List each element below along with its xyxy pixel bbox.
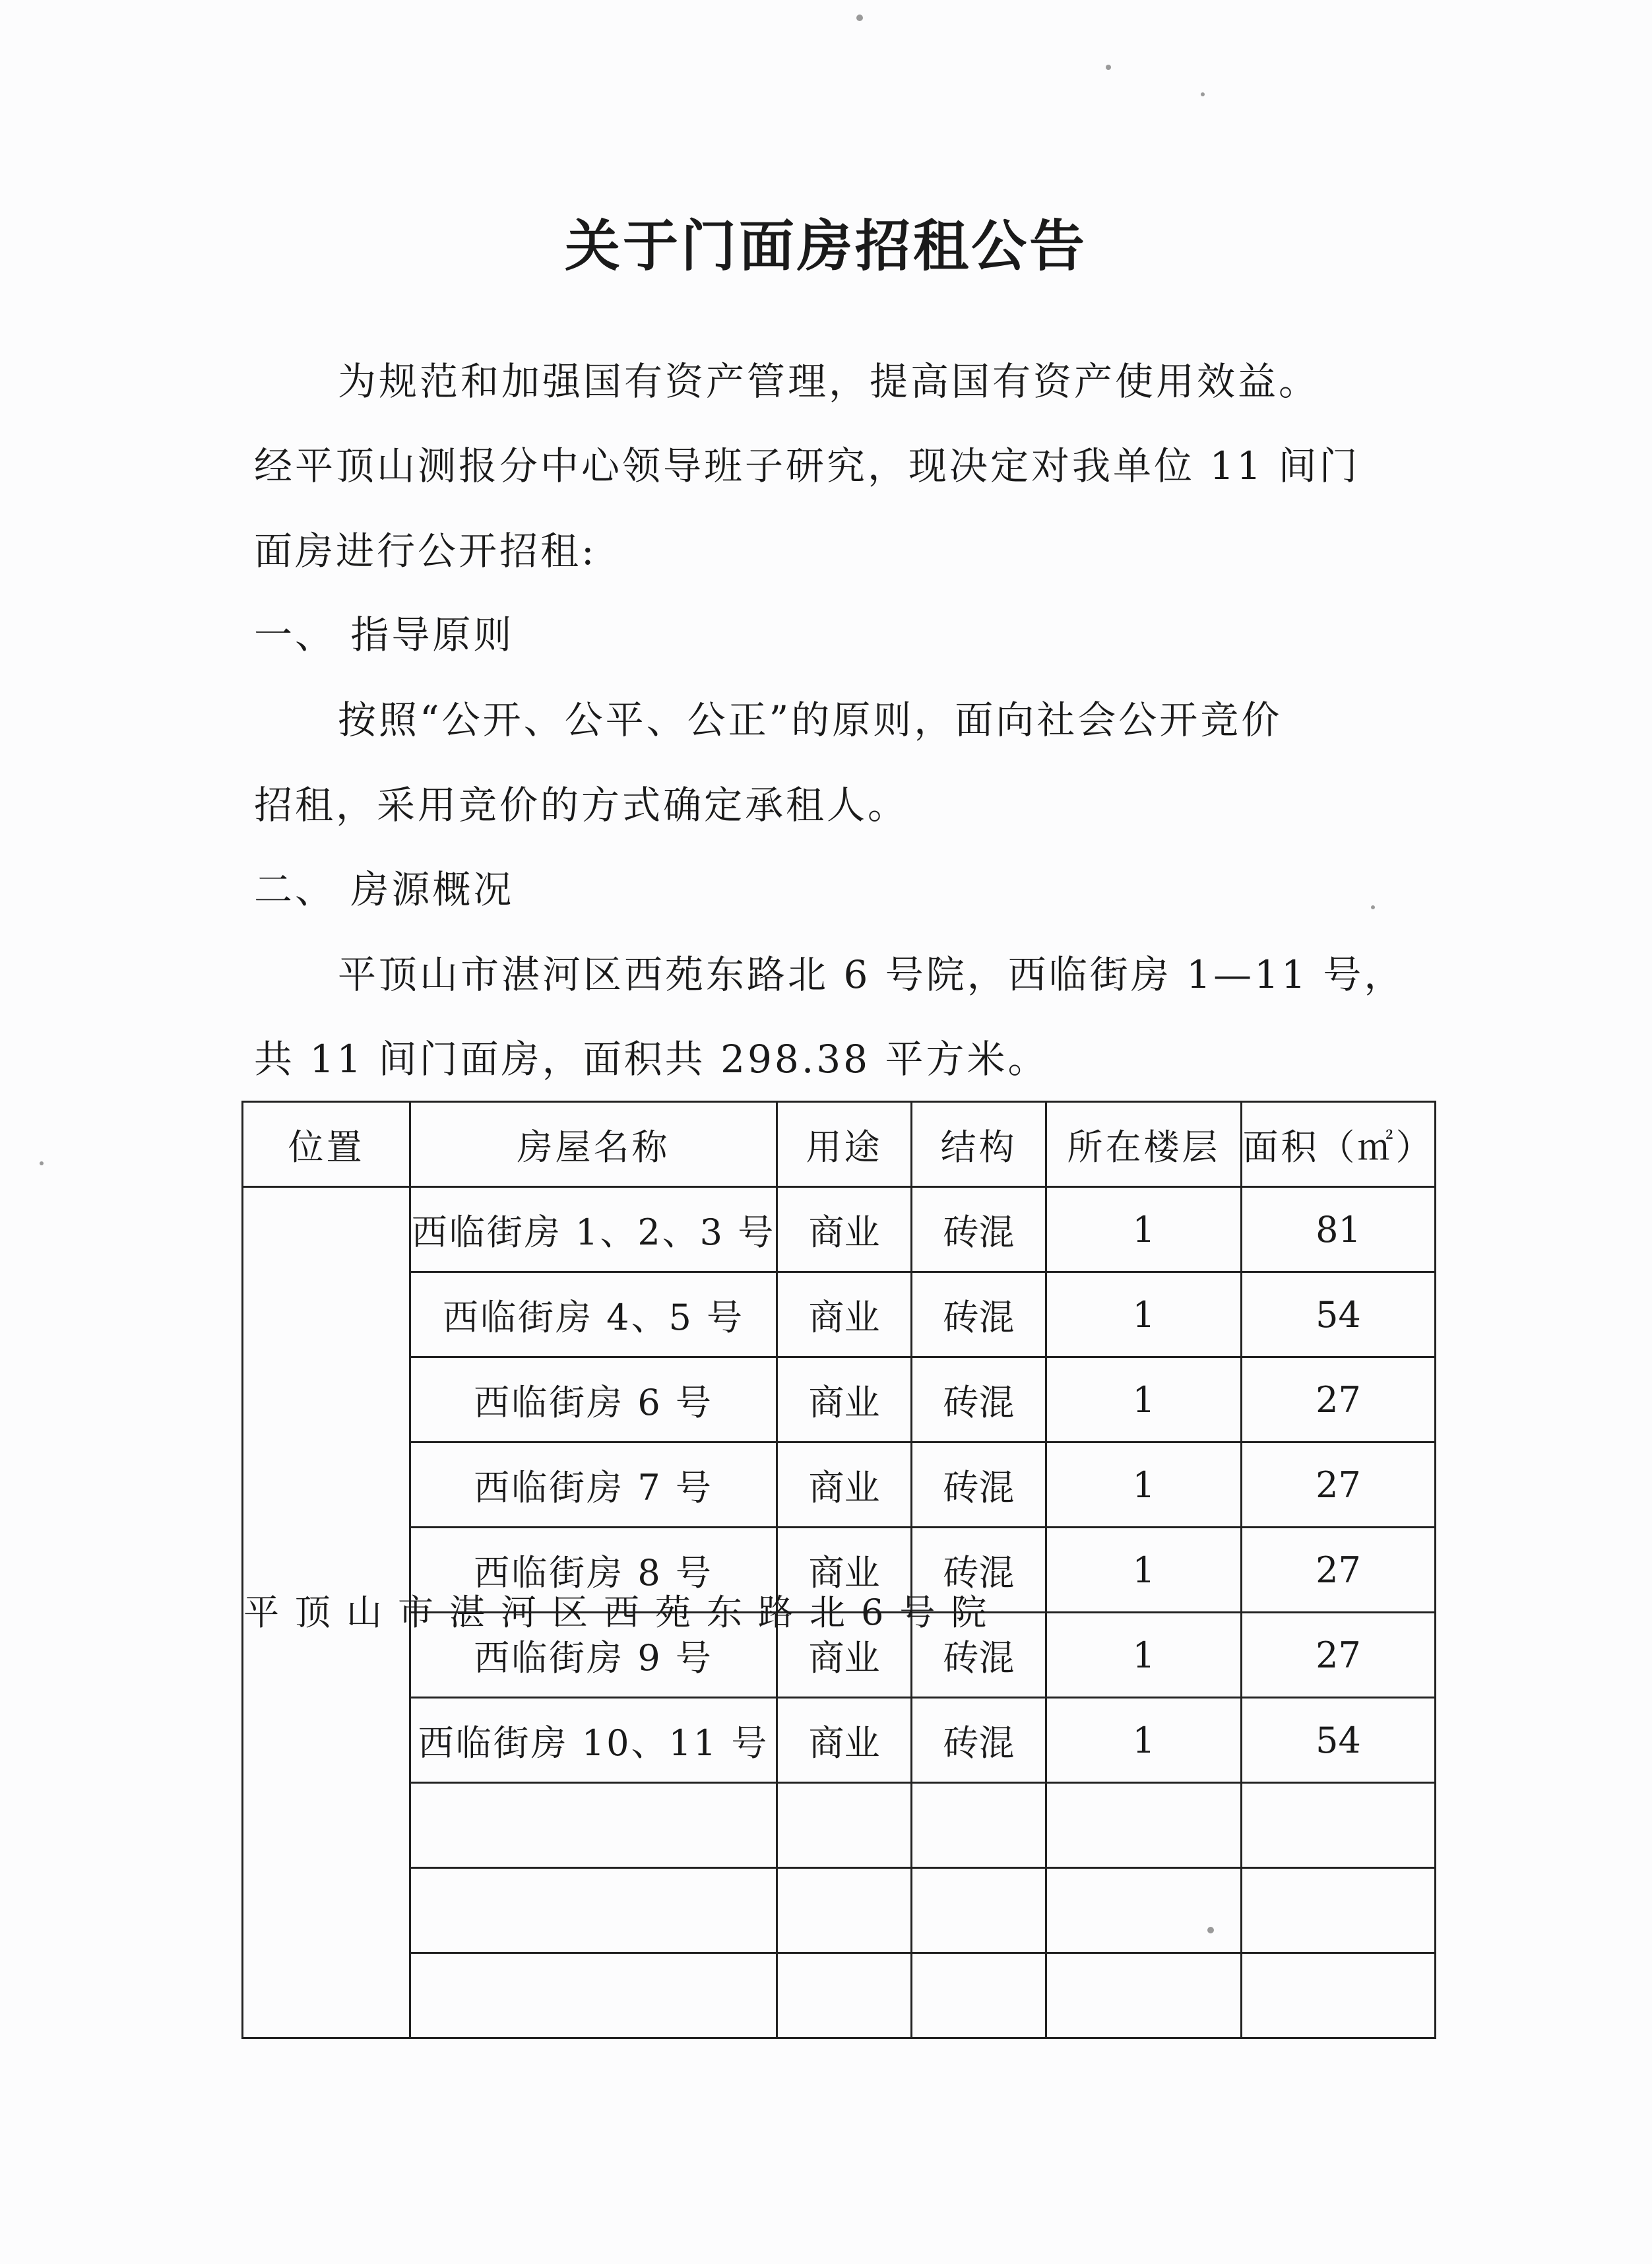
empty-cell [912, 1868, 1046, 1953]
empty-cell [1046, 1953, 1242, 2038]
property-table [241, 1101, 1436, 2039]
table-row [243, 1272, 1436, 1357]
empty-cell [777, 1953, 912, 2038]
room-area: 81 [1242, 1187, 1436, 1272]
table-row [243, 1357, 1436, 1442]
room-name: 西临街房 4、5 号 [410, 1272, 777, 1357]
empty-cell [912, 1953, 1046, 2038]
room-area: 27 [1242, 1357, 1436, 1442]
room-area: 27 [1242, 1613, 1436, 1698]
intro-line-2: 经平顶山测报分中心领导班子研究，现决定对我单位 11 间门 [254, 443, 1360, 488]
room-floor: 1 [1046, 1357, 1242, 1442]
room-use: 商业 [777, 1187, 912, 1272]
section-1-heading: 一、 指导原则 [254, 612, 515, 657]
section-1-line-2: 招租，采用竞价的方式确定承租人。 [254, 783, 909, 827]
room-use: 商业 [777, 1613, 912, 1698]
room-area: 27 [1242, 1528, 1436, 1613]
empty-cell [410, 1868, 777, 1953]
header-use: 用途 [777, 1102, 912, 1187]
empty-row [243, 1953, 1436, 2038]
room-floor: 1 [1046, 1442, 1242, 1528]
room-structure: 砖混 [912, 1442, 1046, 1528]
room-use: 商业 [777, 1698, 912, 1783]
scan-speck [1207, 1927, 1214, 1933]
section-1-line-1: 按照“公开、公平、公正”的原则，面向社会公开竞价 [338, 697, 1283, 742]
room-floor: 1 [1046, 1613, 1242, 1698]
room-structure: 砖混 [912, 1187, 1046, 1272]
room-name: 西临街房 7 号 [410, 1442, 777, 1528]
room-use: 商业 [777, 1528, 912, 1613]
empty-cell [1242, 1868, 1436, 1953]
section-2-line-1: 平顶山市湛河区西苑东路北 6 号院，西临街房 1—11 号， [338, 952, 1405, 997]
scan-speck [1371, 905, 1375, 909]
room-area: 27 [1242, 1442, 1436, 1528]
section-2-heading: 二、 房源概况 [254, 867, 515, 912]
room-area: 54 [1242, 1272, 1436, 1357]
room-floor: 1 [1046, 1528, 1242, 1613]
room-structure: 砖混 [912, 1272, 1046, 1357]
empty-row [243, 1868, 1436, 1953]
intro-line-3: 面房进行公开招租: [254, 529, 597, 573]
room-name: 西临街房 10、11 号 [410, 1698, 777, 1783]
empty-cell [777, 1783, 912, 1868]
room-use: 商业 [777, 1357, 912, 1442]
room-name: 西临街房 8 号 [410, 1528, 777, 1613]
scan-speck [40, 1161, 44, 1165]
header-area: 面积（㎡） [1242, 1102, 1436, 1187]
room-name: 西临街房 9 号 [410, 1613, 777, 1698]
room-use: 商业 [777, 1272, 912, 1357]
header-structure: 结构 [912, 1102, 1046, 1187]
table-row [243, 1442, 1436, 1528]
header-room-name: 房屋名称 [410, 1102, 777, 1187]
header-location: 位置 [243, 1102, 410, 1187]
empty-cell [410, 1783, 777, 1868]
room-use: 商业 [777, 1442, 912, 1528]
location-cell: 平顶山市湛河区西苑东路北6号院 [243, 1187, 410, 2038]
header-floor: 所在楼层 [1046, 1102, 1242, 1187]
room-structure: 砖混 [912, 1698, 1046, 1783]
section-2-line-2: 共 11 间门面房，面积共 298.38 平方米。 [254, 1037, 1049, 1082]
empty-cell [410, 1953, 777, 2038]
room-name: 西临街房 1、2、3 号 [410, 1187, 777, 1272]
scan-speck [856, 15, 863, 21]
room-floor: 1 [1046, 1698, 1242, 1783]
room-area: 54 [1242, 1698, 1436, 1783]
empty-cell [912, 1783, 1046, 1868]
empty-cell [1242, 1953, 1436, 2038]
table-row [243, 1187, 1436, 1272]
room-floor: 1 [1046, 1272, 1242, 1357]
room-structure: 砖混 [912, 1528, 1046, 1613]
room-floor: 1 [1046, 1187, 1242, 1272]
room-structure: 砖混 [912, 1357, 1046, 1442]
empty-cell [777, 1868, 912, 1953]
table-row [243, 1698, 1436, 1783]
empty-cell [1242, 1783, 1436, 1868]
empty-cell [1046, 1868, 1242, 1953]
room-name: 西临街房 6 号 [410, 1357, 777, 1442]
empty-cell [1046, 1783, 1242, 1868]
table-header-row [243, 1102, 1436, 1187]
scan-speck [1106, 65, 1111, 70]
room-structure: 砖混 [912, 1613, 1046, 1698]
scan-speck [1201, 92, 1205, 96]
empty-row [243, 1783, 1436, 1868]
intro-line-1: 为规范和加强国有资产管理，提高国有资产使用效益。 [338, 359, 1320, 404]
page-title: 关于门面房招租公告 [564, 214, 1087, 278]
